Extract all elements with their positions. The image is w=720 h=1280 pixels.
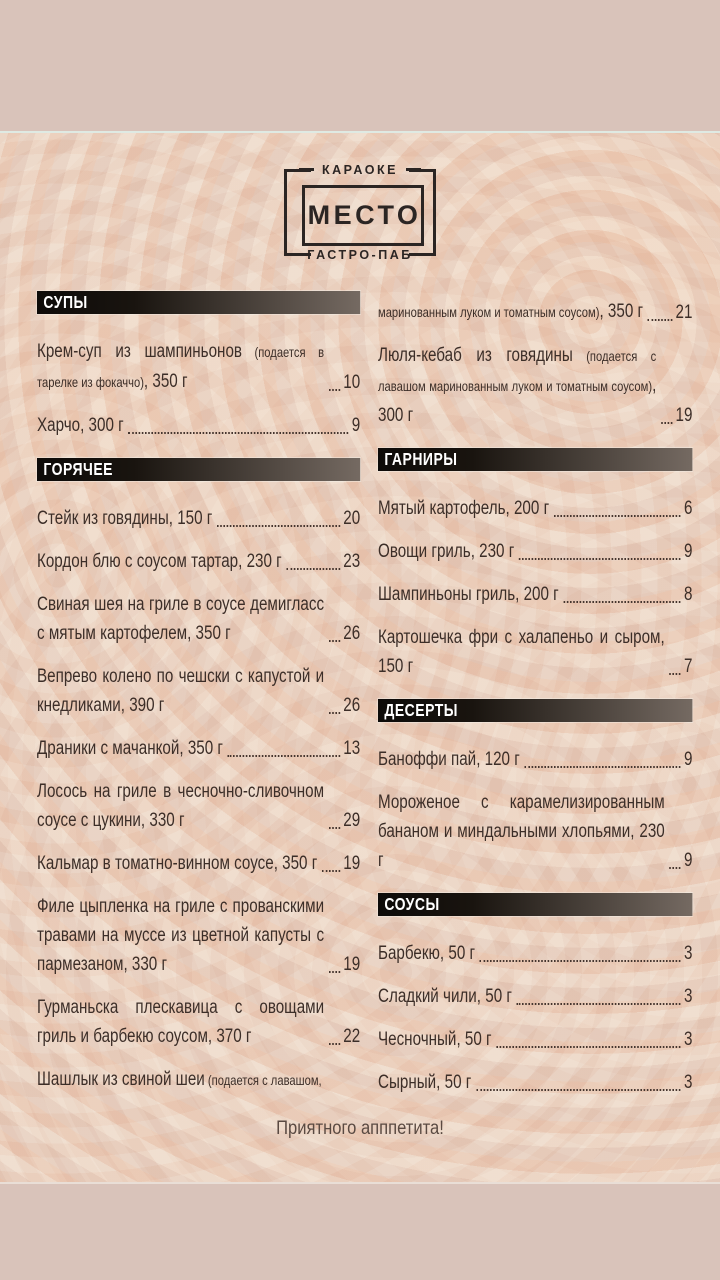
- karaoke-label: КАРАОКЕ: [322, 162, 398, 177]
- menu-section: [378, 291, 692, 430]
- item-price: 19: [675, 405, 693, 426]
- item-name: Чесночный, 50 г: [378, 1029, 492, 1050]
- item-note: (подается с лавашом,: [204, 1072, 322, 1088]
- dot-leader: [217, 525, 340, 527]
- item-name: Гурманьска плескавица с овощами гриль и барбекю соусом, 370 г: [37, 997, 325, 1047]
- menu-item: [37, 337, 360, 397]
- dot-leader: [554, 515, 681, 517]
- menu-item: [378, 1068, 692, 1097]
- menu-item: [378, 297, 692, 327]
- menu-item: [378, 745, 692, 774]
- logo-dash-icon: [299, 168, 314, 171]
- menu-item: [37, 734, 360, 763]
- item-price: 8: [683, 584, 693, 605]
- item-note: (подается в тарелке из фокаччо): [37, 344, 325, 390]
- menu-section: [37, 458, 360, 1095]
- menu-item: [37, 777, 360, 835]
- item-name: Шампиньоны гриль, 200 г: [378, 584, 559, 605]
- dot-leader: [648, 319, 672, 321]
- item-price: 9: [683, 749, 693, 770]
- item-name: Драники с мачанкой, 350 г: [37, 738, 223, 759]
- item-name: Стейк из говядины, 150 г: [37, 508, 213, 529]
- dot-leader: [329, 712, 340, 714]
- menu-item: [37, 504, 360, 533]
- dot-leader: [670, 673, 681, 675]
- restaurant-logo: [284, 162, 436, 261]
- section-header: ГАРНИРЫ: [378, 448, 692, 471]
- menu-item: [37, 892, 360, 979]
- dot-leader: [517, 1003, 681, 1005]
- item-price: 3: [683, 943, 693, 964]
- dot-leader: [329, 640, 340, 642]
- item-name: Кальмар в томатно-винном соусе, 350 г: [37, 853, 318, 874]
- item-name: маринованным луком и томатным соусом), 350 г: [378, 301, 644, 322]
- item-price: 3: [683, 1072, 693, 1093]
- dot-leader: [329, 1043, 340, 1045]
- item-name: Мятый картофель, 200 г: [378, 498, 550, 519]
- dot-leader: [322, 870, 340, 872]
- item-name: Вепрево колено по чешски с капустой и кнедликами, 390 г: [37, 666, 325, 716]
- dot-leader: [525, 766, 681, 768]
- item-name: Картошечка фри с халапеньо и сыром, 150 г: [378, 627, 665, 677]
- item-name: Мороженое с карамелизированным бананом и миндальными хлопьями, 230 г: [378, 792, 665, 871]
- item-price: 29: [343, 810, 361, 831]
- menu-item: [378, 788, 692, 875]
- menu-section: [37, 291, 360, 440]
- dot-leader: [476, 1089, 681, 1091]
- menu-item: [37, 1065, 360, 1095]
- item-price: 10: [343, 372, 361, 393]
- logo-title: МЕСТО: [307, 200, 422, 230]
- menu-item: [378, 1025, 692, 1054]
- dot-leader: [519, 558, 681, 560]
- menu-item: [37, 590, 360, 648]
- item-price: 23: [343, 551, 361, 572]
- footer-greeting: Приятного апппетита!: [276, 1117, 444, 1139]
- menu-section: [378, 699, 692, 875]
- item-price: 26: [343, 695, 361, 716]
- item-name: Свиная шея на гриле в соусе демигласс с мятым картофелем, 350 г: [37, 594, 325, 644]
- dot-leader: [287, 568, 341, 570]
- item-price: 13: [343, 738, 361, 759]
- menu-item: [378, 494, 692, 523]
- menu-item: [378, 537, 692, 566]
- item-price: 9: [683, 850, 693, 871]
- item-name: Сырный, 50 г: [378, 1072, 472, 1093]
- dot-leader: [480, 960, 681, 962]
- logo-dash-icon: [406, 168, 421, 171]
- dot-leader: [670, 867, 681, 869]
- menu-item: [37, 547, 360, 576]
- section-header: ДЕСЕРТЫ: [378, 699, 692, 722]
- item-name: Кордон блю с соусом тартар, 230 г: [37, 551, 282, 572]
- menu-item: [378, 939, 692, 968]
- item-note: маринованным луком и томатным соусом): [378, 304, 600, 320]
- item-price: 9: [351, 415, 361, 436]
- item-price: 20: [343, 508, 361, 529]
- dot-leader: [496, 1046, 680, 1048]
- menu-item: [378, 982, 692, 1011]
- dot-leader: [128, 432, 348, 434]
- item-name: Крем-суп из шампиньонов (подается в тарелке из фокаччо), 350 г: [37, 341, 325, 392]
- item-price: 19: [343, 853, 361, 874]
- item-name: Харчо, 300 г: [37, 415, 124, 436]
- logo-bottom-row: [284, 247, 436, 262]
- item-name: Люля-кебаб из говядины (подается с лавашом маринованным луком и томатным соусом), 300 г: [378, 345, 657, 426]
- item-price: 3: [683, 1029, 693, 1050]
- menu-item: [37, 993, 360, 1051]
- dot-leader: [661, 422, 672, 424]
- menu-section: [378, 893, 692, 1097]
- item-name: Шашлык из свиной шеи (подается с лавашом,: [37, 1069, 322, 1090]
- item-note: (подается с лавашом маринованным луком и томатным соусом): [378, 348, 657, 394]
- item-price: 7: [683, 656, 693, 677]
- menu-item: [378, 341, 692, 430]
- section-header: ГОРЯЧЕЕ: [37, 458, 360, 481]
- menu-item: [37, 849, 360, 878]
- menu-item: [378, 580, 692, 609]
- item-name: Сладкий чили, 50 г: [378, 986, 512, 1007]
- logo-dash-icon: [284, 253, 299, 256]
- section-header: СОУСЫ: [378, 893, 692, 916]
- item-price: 22: [343, 1026, 361, 1047]
- item-price: 3: [683, 986, 693, 1007]
- logo-inner-frame: [302, 185, 424, 246]
- item-name: Баноффи пай, 120 г: [378, 749, 520, 770]
- menu-item: [37, 662, 360, 720]
- menu-sheet: [0, 131, 720, 1184]
- item-price: 21: [675, 302, 693, 323]
- dot-leader: [564, 601, 681, 603]
- gastropub-label: ГАСТРО-ПАБ: [307, 247, 413, 262]
- item-name: Филе цыпленка на гриле с прованскими травами на муссе из цветной капусты с пармезаном, 330 г: [37, 896, 325, 975]
- dot-leader: [228, 755, 340, 757]
- dot-leader: [329, 827, 340, 829]
- menu-item: [378, 623, 692, 681]
- item-price: 26: [343, 623, 361, 644]
- item-price: 6: [683, 498, 693, 519]
- menu-column: [37, 291, 360, 1109]
- item-name: Барбекю, 50 г: [378, 943, 476, 964]
- item-name: Овощи гриль, 230 г: [378, 541, 515, 562]
- logo-top-row: [284, 162, 436, 177]
- dot-leader: [329, 971, 340, 973]
- menu-section: [378, 448, 692, 681]
- logo-dash-icon: [421, 253, 436, 256]
- section-header: СУПЫ: [37, 291, 360, 314]
- menu-item: [37, 411, 360, 440]
- item-name: Лосось на гриле в чесночно-сливочном соусе с цукини, 330 г: [37, 781, 325, 831]
- item-price: 19: [343, 954, 361, 975]
- menu-column: [378, 291, 692, 1111]
- dot-leader: [329, 389, 340, 391]
- item-price: 9: [683, 541, 693, 562]
